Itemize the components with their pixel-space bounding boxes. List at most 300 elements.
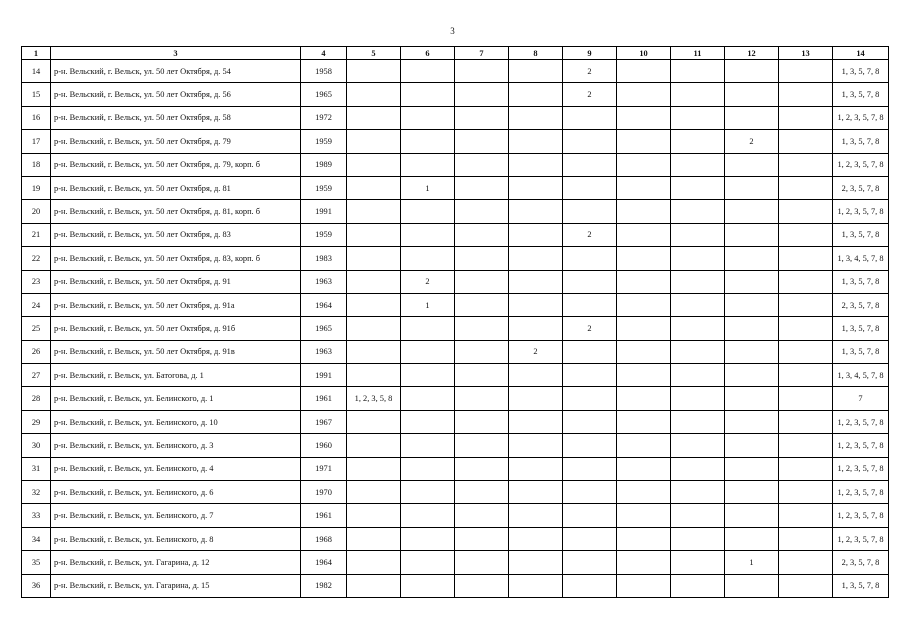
address-cell: р-н. Вельский, г. Вельск, ул. 50 лет Октября, д. 58 — [51, 106, 301, 129]
address-cell: р-н. Вельский, г. Вельск, ул. Белинского, д. 3 — [51, 434, 301, 457]
row-number-cell: 19 — [22, 176, 51, 199]
table-cell — [779, 153, 833, 176]
row-number-cell: 28 — [22, 387, 51, 410]
table-cell — [671, 293, 725, 316]
table-cell — [347, 340, 401, 363]
table-cell — [401, 504, 455, 527]
table-cell — [563, 340, 617, 363]
table-cell — [563, 176, 617, 199]
table-cell — [455, 200, 509, 223]
table-row — [22, 551, 889, 574]
table-cell — [617, 527, 671, 550]
table-cell — [455, 176, 509, 199]
table-cell — [563, 457, 617, 480]
table-cell — [725, 434, 779, 457]
table-row — [22, 387, 889, 410]
row-number-cell: 25 — [22, 317, 51, 340]
table-cell: 1971 — [301, 457, 347, 480]
table-cell — [779, 270, 833, 293]
table-cell — [455, 574, 509, 597]
table-cell — [563, 410, 617, 433]
column-header: 13 — [779, 47, 833, 60]
table-cell — [347, 317, 401, 340]
table-cell — [401, 340, 455, 363]
table-cell: 1959 — [301, 176, 347, 199]
row-number-cell: 16 — [22, 106, 51, 129]
table-cell — [779, 60, 833, 83]
table-cell: 1961 — [301, 387, 347, 410]
table-cell — [563, 364, 617, 387]
table-cell — [725, 457, 779, 480]
column-header: 10 — [617, 47, 671, 60]
table-cell — [617, 200, 671, 223]
table-cell — [617, 340, 671, 363]
table-cell — [617, 481, 671, 504]
table-cell — [725, 340, 779, 363]
table-cell — [455, 293, 509, 316]
table-cell — [779, 200, 833, 223]
address-cell: р-н. Вельский, г. Вельск, ул. Батогова, д. 1 — [51, 364, 301, 387]
row-number-cell: 21 — [22, 223, 51, 246]
table-cell — [347, 293, 401, 316]
table-cell — [617, 387, 671, 410]
table-cell — [401, 364, 455, 387]
table-cell — [671, 60, 725, 83]
table-cell — [671, 247, 725, 270]
address-cell: р-н. Вельский, г. Вельск, ул. Гагарина, д. 12 — [51, 551, 301, 574]
address-cell: р-н. Вельский, г. Вельск, ул. Белинского, д. 10 — [51, 410, 301, 433]
table-cell — [725, 223, 779, 246]
table-row — [22, 200, 889, 223]
table-cell — [617, 574, 671, 597]
table-cell — [563, 551, 617, 574]
row-number-cell: 26 — [22, 340, 51, 363]
table-cell — [779, 293, 833, 316]
table-cell — [509, 60, 563, 83]
table-cell: 1967 — [301, 410, 347, 433]
table-cell — [347, 504, 401, 527]
table-cell: 1, 2, 3, 5, 7, 8 — [833, 200, 889, 223]
table-cell: 1, 3, 5, 7, 8 — [833, 60, 889, 83]
table-cell: 1, 3, 4, 5, 7, 8 — [833, 247, 889, 270]
address-cell: р-н. Вельский, г. Вельск, ул. 50 лет Октября, д. 79, корп. б — [51, 153, 301, 176]
column-header: 12 — [725, 47, 779, 60]
table-cell: 1960 — [301, 434, 347, 457]
table-cell — [671, 457, 725, 480]
table-cell: 2, 3, 5, 7, 8 — [833, 176, 889, 199]
table-cell — [455, 551, 509, 574]
table-cell — [779, 434, 833, 457]
table-cell: 2 — [563, 60, 617, 83]
table-cell — [509, 527, 563, 550]
table-cell — [779, 130, 833, 153]
table-cell — [563, 247, 617, 270]
address-cell: р-н. Вельский, г. Вельск, ул. 50 лет Октября, д. 81, корп. б — [51, 200, 301, 223]
table-cell — [617, 130, 671, 153]
table-row — [22, 223, 889, 246]
table-cell — [455, 527, 509, 550]
table-row — [22, 504, 889, 527]
table-cell — [347, 364, 401, 387]
table-cell — [671, 317, 725, 340]
table-cell — [509, 364, 563, 387]
table-cell — [455, 434, 509, 457]
row-number-cell: 36 — [22, 574, 51, 597]
table-cell — [725, 83, 779, 106]
table-cell: 1, 3, 5, 7, 8 — [833, 340, 889, 363]
table-cell — [671, 504, 725, 527]
table-cell — [779, 481, 833, 504]
table-cell: 1, 2, 3, 5, 7, 8 — [833, 527, 889, 550]
column-header: 8 — [509, 47, 563, 60]
table-cell — [509, 83, 563, 106]
table-cell: 1991 — [301, 364, 347, 387]
table-cell — [617, 317, 671, 340]
table-row — [22, 364, 889, 387]
table-cell — [725, 481, 779, 504]
table-cell — [671, 270, 725, 293]
table-cell — [509, 270, 563, 293]
table-cell: 1961 — [301, 504, 347, 527]
table-cell: 2 — [725, 130, 779, 153]
table-cell: 1, 2, 3, 5, 7, 8 — [833, 106, 889, 129]
table-cell — [617, 83, 671, 106]
table-cell — [401, 130, 455, 153]
table-cell — [509, 176, 563, 199]
table-row — [22, 60, 889, 83]
table-cell — [671, 434, 725, 457]
table-cell — [671, 176, 725, 199]
table-cell: 2 — [563, 317, 617, 340]
row-number-cell: 17 — [22, 130, 51, 153]
table-cell — [509, 106, 563, 129]
table-cell — [725, 317, 779, 340]
table-cell — [671, 574, 725, 597]
row-number-cell: 22 — [22, 247, 51, 270]
table-cell — [725, 153, 779, 176]
table-cell — [455, 317, 509, 340]
table-cell — [347, 434, 401, 457]
table-cell — [401, 551, 455, 574]
table-cell — [725, 247, 779, 270]
table-cell — [401, 574, 455, 597]
table-row — [22, 340, 889, 363]
address-cell: р-н. Вельский, г. Вельск, ул. Белинского, д. 1 — [51, 387, 301, 410]
table-cell: 1983 — [301, 247, 347, 270]
table-cell — [617, 457, 671, 480]
table-cell: 1959 — [301, 130, 347, 153]
table-cell — [401, 527, 455, 550]
table-cell — [671, 83, 725, 106]
table-cell: 2 — [401, 270, 455, 293]
table-cell — [725, 527, 779, 550]
address-cell: р-н. Вельский, г. Вельск, ул. 50 лет Октября, д. 81 — [51, 176, 301, 199]
table-cell — [671, 340, 725, 363]
table-cell — [725, 387, 779, 410]
table-cell — [617, 176, 671, 199]
table-cell — [455, 364, 509, 387]
table-cell — [563, 200, 617, 223]
table-cell — [347, 247, 401, 270]
table-row — [22, 270, 889, 293]
table-cell: 1, 3, 5, 7, 8 — [833, 130, 889, 153]
table-cell — [563, 434, 617, 457]
table-cell — [617, 364, 671, 387]
table-cell — [455, 223, 509, 246]
table-cell: 1965 — [301, 83, 347, 106]
table-cell — [347, 83, 401, 106]
table-cell: 1 — [725, 551, 779, 574]
table-cell — [347, 457, 401, 480]
table-cell: 2, 3, 5, 7, 8 — [833, 293, 889, 316]
address-cell: р-н. Вельский, г. Вельск, ул. 50 лет Октября, д. 91в — [51, 340, 301, 363]
table-cell — [671, 410, 725, 433]
table-cell — [509, 504, 563, 527]
address-cell: р-н. Вельский, г. Вельск, ул. Белинского, д. 4 — [51, 457, 301, 480]
table-cell: 1, 3, 5, 7, 8 — [833, 223, 889, 246]
table-cell — [779, 551, 833, 574]
table-cell: 1963 — [301, 270, 347, 293]
table-cell: 2, 3, 5, 7, 8 — [833, 551, 889, 574]
table-cell — [671, 200, 725, 223]
table-row — [22, 457, 889, 480]
table-cell — [563, 293, 617, 316]
table-cell — [617, 504, 671, 527]
table-cell — [347, 270, 401, 293]
row-number-cell: 23 — [22, 270, 51, 293]
table-row — [22, 83, 889, 106]
table-cell — [617, 223, 671, 246]
row-number-cell: 35 — [22, 551, 51, 574]
table-cell — [563, 153, 617, 176]
register-table — [21, 46, 889, 598]
row-number-cell: 33 — [22, 504, 51, 527]
table-cell — [617, 410, 671, 433]
table-cell — [779, 410, 833, 433]
table-cell — [671, 153, 725, 176]
address-cell: р-н. Вельский, г. Вельск, ул. 50 лет Октября, д. 83 — [51, 223, 301, 246]
table-cell — [779, 527, 833, 550]
table-cell: 2 — [563, 223, 617, 246]
address-cell: р-н. Вельский, г. Вельск, ул. 50 лет Октября, д. 83, корп. б — [51, 247, 301, 270]
table-cell — [509, 481, 563, 504]
table-cell — [401, 481, 455, 504]
table-cell — [779, 387, 833, 410]
table-cell — [563, 270, 617, 293]
table-cell — [617, 270, 671, 293]
table-cell — [725, 504, 779, 527]
table-cell: 2 — [563, 83, 617, 106]
address-cell: р-н. Вельский, г. Вельск, ул. Белинского, д. 7 — [51, 504, 301, 527]
header-row — [22, 47, 889, 60]
table-cell — [347, 481, 401, 504]
table-cell — [347, 410, 401, 433]
table-cell — [455, 270, 509, 293]
table-cell: 1, 2, 3, 5, 7, 8 — [833, 481, 889, 504]
table-cell: 1964 — [301, 293, 347, 316]
table-cell: 1, 3, 5, 7, 8 — [833, 83, 889, 106]
table-cell: 1 — [401, 176, 455, 199]
table-cell: 1, 3, 5, 7, 8 — [833, 574, 889, 597]
table-cell — [401, 317, 455, 340]
table-cell — [509, 247, 563, 270]
table-cell — [725, 410, 779, 433]
table-cell — [455, 387, 509, 410]
table-row — [22, 574, 889, 597]
row-number-cell: 20 — [22, 200, 51, 223]
row-number-cell: 31 — [22, 457, 51, 480]
table-cell — [455, 60, 509, 83]
table-cell — [779, 364, 833, 387]
table-cell — [401, 153, 455, 176]
table-cell: 2 — [509, 340, 563, 363]
table-cell — [509, 293, 563, 316]
address-cell: р-н. Вельский, г. Вельск, ул. 50 лет Октября, д. 91б — [51, 317, 301, 340]
table-cell — [509, 223, 563, 246]
table-cell: 1968 — [301, 527, 347, 550]
table-cell: 1965 — [301, 317, 347, 340]
table-cell: 1989 — [301, 153, 347, 176]
table-cell — [509, 130, 563, 153]
table-cell — [725, 270, 779, 293]
table-cell — [347, 574, 401, 597]
table-cell — [671, 481, 725, 504]
table-cell — [401, 457, 455, 480]
table-cell — [779, 106, 833, 129]
table-cell — [347, 130, 401, 153]
table-cell — [509, 574, 563, 597]
column-header: 4 — [301, 47, 347, 60]
table-cell: 1, 2, 3, 5, 8 — [347, 387, 401, 410]
table-cell — [347, 153, 401, 176]
table-cell — [563, 481, 617, 504]
address-cell: р-н. Вельский, г. Вельск, ул. Белинского, д. 8 — [51, 527, 301, 550]
table-cell — [455, 247, 509, 270]
table-cell — [401, 60, 455, 83]
table-cell — [401, 434, 455, 457]
table-cell — [509, 457, 563, 480]
table-cell — [455, 457, 509, 480]
table-cell — [401, 223, 455, 246]
page-number: 3 — [450, 26, 455, 36]
table-cell — [725, 574, 779, 597]
table-cell — [671, 527, 725, 550]
table-cell — [509, 153, 563, 176]
table-row — [22, 481, 889, 504]
table-cell — [617, 153, 671, 176]
table-cell: 1, 2, 3, 5, 7, 8 — [833, 504, 889, 527]
table-row — [22, 434, 889, 457]
row-number-cell: 32 — [22, 481, 51, 504]
table-cell — [563, 387, 617, 410]
table-cell: 1, 2, 3, 5, 7, 8 — [833, 434, 889, 457]
table-cell — [725, 364, 779, 387]
table-cell — [725, 176, 779, 199]
column-header: 7 — [455, 47, 509, 60]
table-row — [22, 130, 889, 153]
table-cell: 7 — [833, 387, 889, 410]
table-row — [22, 247, 889, 270]
table-cell — [779, 574, 833, 597]
table-cell — [455, 153, 509, 176]
table-cell — [509, 551, 563, 574]
table-cell — [563, 527, 617, 550]
table-cell — [509, 200, 563, 223]
table-cell: 1964 — [301, 551, 347, 574]
address-cell: р-н. Вельский, г. Вельск, ул. 50 лет Октября, д. 91а — [51, 293, 301, 316]
table-row — [22, 410, 889, 433]
table-cell — [563, 106, 617, 129]
table-body — [22, 60, 889, 598]
table-cell: 1, 2, 3, 5, 7, 8 — [833, 457, 889, 480]
address-cell: р-н. Вельский, г. Вельск, ул. Гагарина, д. 15 — [51, 574, 301, 597]
row-number-cell: 30 — [22, 434, 51, 457]
table-cell — [563, 574, 617, 597]
table-cell — [617, 247, 671, 270]
column-header: 11 — [671, 47, 725, 60]
table-cell — [455, 83, 509, 106]
table-cell: 1963 — [301, 340, 347, 363]
table-cell: 1958 — [301, 60, 347, 83]
table-cell — [563, 504, 617, 527]
table-cell — [455, 130, 509, 153]
table-cell — [779, 340, 833, 363]
column-header: 3 — [51, 47, 301, 60]
column-header: 5 — [347, 47, 401, 60]
table-row — [22, 293, 889, 316]
table-row — [22, 527, 889, 550]
table-cell — [671, 223, 725, 246]
table-cell — [671, 130, 725, 153]
row-number-cell: 24 — [22, 293, 51, 316]
table-cell — [347, 60, 401, 83]
column-header: 1 — [22, 47, 51, 60]
table-cell: 1970 — [301, 481, 347, 504]
table-cell: 1 — [401, 293, 455, 316]
table-cell: 1, 2, 3, 5, 7, 8 — [833, 410, 889, 433]
table-cell — [779, 317, 833, 340]
table-cell — [455, 410, 509, 433]
table-cell — [401, 200, 455, 223]
table-cell — [617, 106, 671, 129]
row-number-cell: 14 — [22, 60, 51, 83]
table-cell — [347, 223, 401, 246]
table-cell — [455, 106, 509, 129]
address-cell: р-н. Вельский, г. Вельск, ул. 50 лет Октября, д. 56 — [51, 83, 301, 106]
table-cell — [617, 60, 671, 83]
table-cell — [347, 200, 401, 223]
table-cell — [671, 106, 725, 129]
table-cell — [779, 176, 833, 199]
table-cell — [401, 106, 455, 129]
table-cell — [779, 457, 833, 480]
table-cell — [509, 387, 563, 410]
table-cell — [725, 200, 779, 223]
table-cell — [509, 317, 563, 340]
table-cell — [347, 527, 401, 550]
table-cell — [725, 60, 779, 83]
table-cell: 1982 — [301, 574, 347, 597]
table-cell — [779, 504, 833, 527]
address-cell: р-н. Вельский, г. Вельск, ул. 50 лет Октября, д. 91 — [51, 270, 301, 293]
table-cell — [563, 130, 617, 153]
table-cell — [779, 223, 833, 246]
row-number-cell: 34 — [22, 527, 51, 550]
table-cell — [617, 551, 671, 574]
table-cell: 1959 — [301, 223, 347, 246]
table-cell: 1972 — [301, 106, 347, 129]
table-cell — [671, 551, 725, 574]
